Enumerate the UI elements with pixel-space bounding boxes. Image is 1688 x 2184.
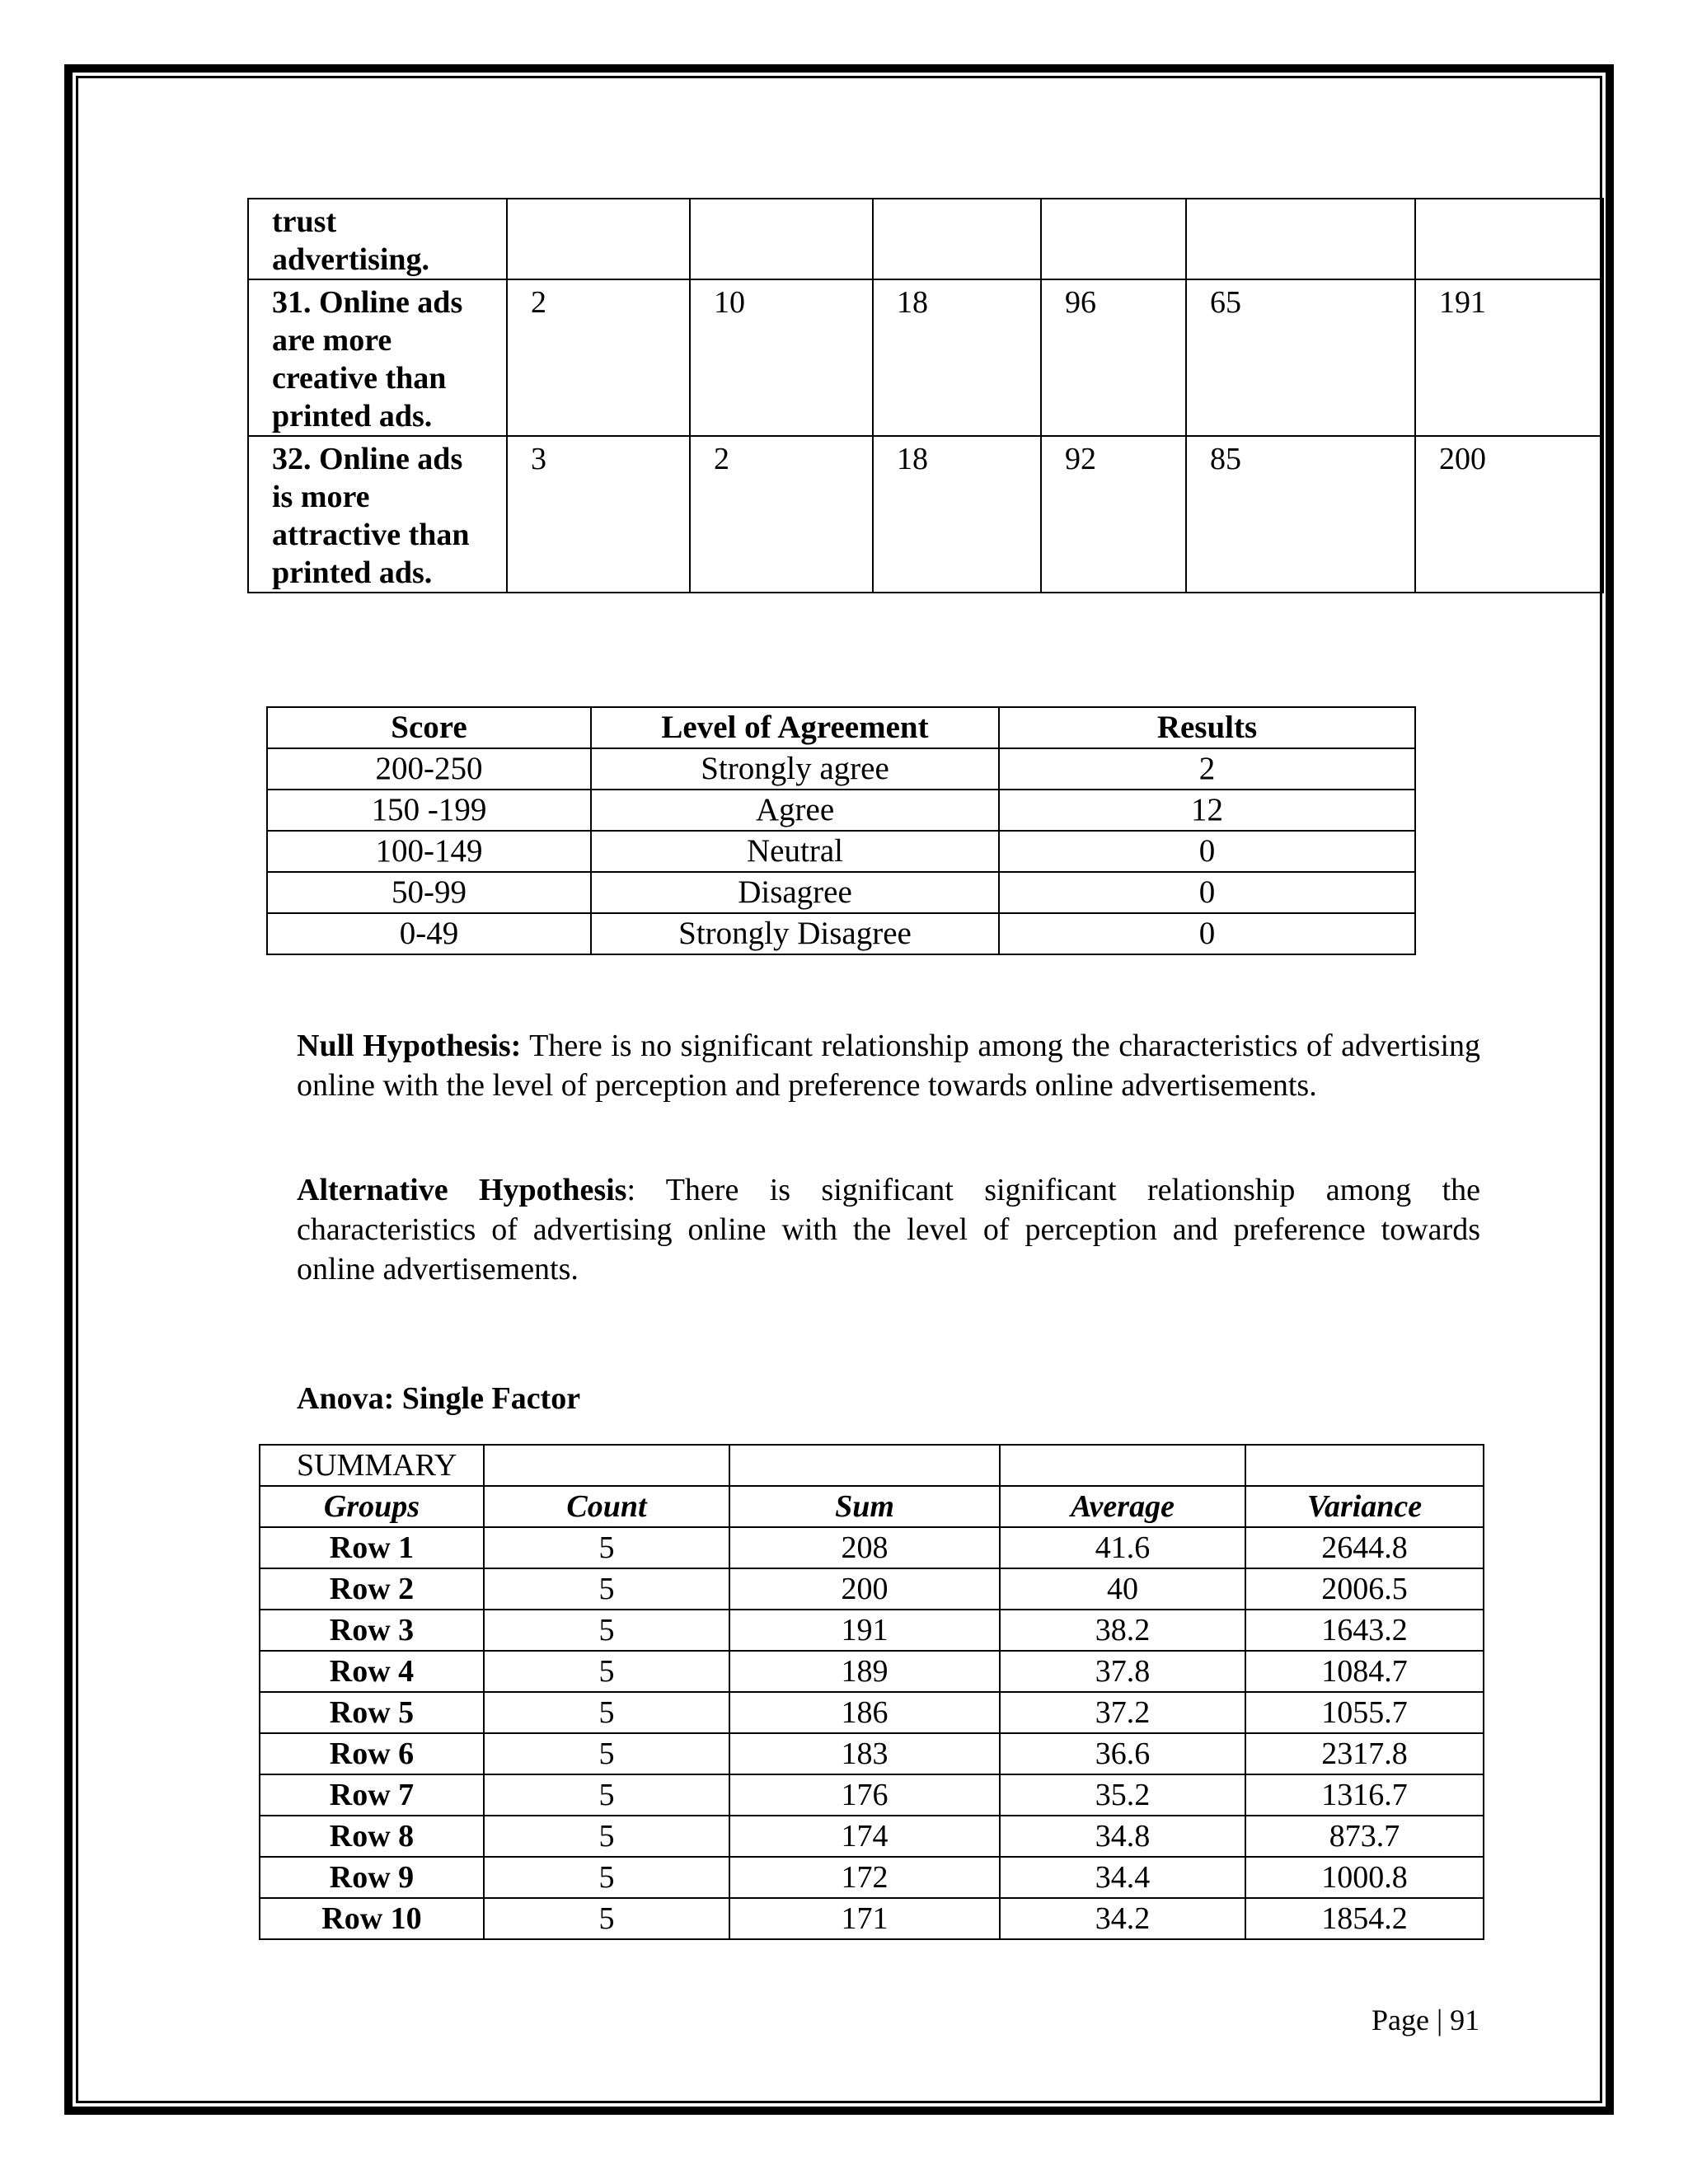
sum-cell: 191 bbox=[729, 1610, 1000, 1651]
count-cell: 5 bbox=[484, 1651, 729, 1692]
variance-cell: 1316.7 bbox=[1245, 1774, 1484, 1816]
average-cell: 34.4 bbox=[1000, 1857, 1245, 1898]
response-count-cell bbox=[1041, 199, 1186, 279]
response-count-cell: 85 bbox=[1186, 436, 1415, 593]
score-table-body bbox=[267, 748, 1415, 954]
response-count-cell: 96 bbox=[1041, 279, 1186, 436]
empty-cell bbox=[1000, 1445, 1245, 1486]
sum-cell: 174 bbox=[729, 1816, 1000, 1857]
response-count-cell: 18 bbox=[873, 279, 1041, 436]
score-cell: 200-250 bbox=[267, 748, 591, 790]
variance-cell: 2644.8 bbox=[1245, 1527, 1484, 1568]
anova-row bbox=[260, 1774, 1484, 1816]
count-cell: 5 bbox=[484, 1774, 729, 1816]
alternative-hypothesis bbox=[297, 1170, 1480, 1289]
score-cell: 0-49 bbox=[267, 913, 591, 954]
null-hypothesis bbox=[297, 1026, 1480, 1105]
count-cell: 5 bbox=[484, 1733, 729, 1774]
likert-table-body bbox=[248, 199, 1603, 593]
count-cell: 5 bbox=[484, 1527, 729, 1568]
null-hypothesis-text: There is no significant relationship among the characteristics of advertising online with the level of perception and preference towards online advertisements. bbox=[297, 1029, 1481, 1103]
score-cell: 50-99 bbox=[267, 872, 591, 913]
result-cell: 12 bbox=[999, 790, 1415, 831]
groups-header: Groups bbox=[260, 1486, 484, 1527]
group-cell: Row 5 bbox=[260, 1692, 484, 1733]
score-row bbox=[267, 872, 1415, 913]
group-cell: Row 9 bbox=[260, 1857, 484, 1898]
anova-row bbox=[260, 1733, 1484, 1774]
average-header: Average bbox=[1000, 1486, 1245, 1527]
group-cell: Row 10 bbox=[260, 1898, 484, 1939]
response-count-cell: 92 bbox=[1041, 436, 1186, 593]
score-cell: 150 -199 bbox=[267, 790, 591, 831]
variance-cell: 1055.7 bbox=[1245, 1692, 1484, 1733]
anova-row bbox=[260, 1568, 1484, 1610]
result-cell: 0 bbox=[999, 913, 1415, 954]
response-count-cell bbox=[1415, 199, 1603, 279]
sum-cell: 189 bbox=[729, 1651, 1000, 1692]
response-count-cell bbox=[690, 199, 873, 279]
average-cell: 40 bbox=[1000, 1568, 1245, 1610]
sum-cell: 171 bbox=[729, 1898, 1000, 1939]
result-cell: 0 bbox=[999, 831, 1415, 872]
anova-table-body bbox=[260, 1445, 1484, 1939]
likert-response-table bbox=[247, 198, 1604, 593]
anova-row bbox=[260, 1857, 1484, 1898]
anova-row bbox=[260, 1816, 1484, 1857]
level-cell: Strongly Disagree bbox=[591, 913, 999, 954]
variance-cell: 2006.5 bbox=[1245, 1568, 1484, 1610]
response-count-cell: 2 bbox=[507, 279, 690, 436]
average-cell: 34.2 bbox=[1000, 1898, 1245, 1939]
sum-cell: 208 bbox=[729, 1527, 1000, 1568]
alternative-hypothesis-text: : There is significant significant relationship among the characteristics of advertising online with the level of perception and preference towards online advertisements. bbox=[297, 1173, 1480, 1286]
empty-cell bbox=[1245, 1445, 1484, 1486]
average-cell: 34.8 bbox=[1000, 1816, 1245, 1857]
group-cell: Row 2 bbox=[260, 1568, 484, 1610]
count-cell: 5 bbox=[484, 1857, 729, 1898]
response-count-cell bbox=[507, 199, 690, 279]
anova-summary-table bbox=[259, 1444, 1484, 1940]
sum-cell: 176 bbox=[729, 1774, 1000, 1816]
results-header: Results bbox=[999, 707, 1415, 748]
response-count-cell bbox=[873, 199, 1041, 279]
sum-header: Sum bbox=[729, 1486, 1000, 1527]
level-cell: Disagree bbox=[591, 872, 999, 913]
page-number: Page | 91 bbox=[1372, 2004, 1480, 2036]
response-count-cell: 2 bbox=[690, 436, 873, 593]
anova-row bbox=[260, 1610, 1484, 1651]
average-cell: 41.6 bbox=[1000, 1527, 1245, 1568]
anova-row bbox=[260, 1527, 1484, 1568]
sum-cell: 186 bbox=[729, 1692, 1000, 1733]
group-cell: Row 8 bbox=[260, 1816, 484, 1857]
sum-cell: 183 bbox=[729, 1733, 1000, 1774]
summary-label: SUMMARY bbox=[260, 1445, 484, 1486]
variance-cell: 1084.7 bbox=[1245, 1651, 1484, 1692]
response-count-cell: 200 bbox=[1415, 436, 1603, 593]
response-count-cell bbox=[1186, 199, 1415, 279]
response-count-cell: 10 bbox=[690, 279, 873, 436]
alternative-hypothesis-label: Alternative Hypothesis bbox=[297, 1173, 627, 1207]
average-cell: 38.2 bbox=[1000, 1610, 1245, 1651]
response-count-cell: 18 bbox=[873, 436, 1041, 593]
level-header: Level of Agreement bbox=[591, 707, 999, 748]
anova-row bbox=[260, 1692, 1484, 1733]
anova-row bbox=[260, 1651, 1484, 1692]
variance-cell: 1000.8 bbox=[1245, 1857, 1484, 1898]
group-cell: Row 4 bbox=[260, 1651, 484, 1692]
average-cell: 36.6 bbox=[1000, 1733, 1245, 1774]
anova-heading: Anova: Single Factor bbox=[297, 1381, 581, 1416]
result-cell: 0 bbox=[999, 872, 1415, 913]
score-row bbox=[267, 831, 1415, 872]
variance-header: Variance bbox=[1245, 1486, 1484, 1527]
variance-cell: 2317.8 bbox=[1245, 1733, 1484, 1774]
score-header: Score bbox=[267, 707, 591, 748]
level-cell: Neutral bbox=[591, 831, 999, 872]
score-row bbox=[267, 913, 1415, 954]
group-cell: Row 3 bbox=[260, 1610, 484, 1651]
sum-cell: 200 bbox=[729, 1568, 1000, 1610]
question-cell: 32. Online ads is more attractive than printed ads. bbox=[248, 436, 507, 593]
likert-row bbox=[248, 199, 1603, 279]
question-cell: 31. Online ads are more creative than printed ads. bbox=[248, 279, 507, 436]
likert-row bbox=[248, 279, 1603, 436]
count-cell: 5 bbox=[484, 1610, 729, 1651]
response-count-cell: 3 bbox=[507, 436, 690, 593]
variance-cell: 1854.2 bbox=[1245, 1898, 1484, 1939]
null-hypothesis-label: Null Hypothesis: bbox=[297, 1029, 522, 1063]
group-cell: Row 7 bbox=[260, 1774, 484, 1816]
average-cell: 37.2 bbox=[1000, 1692, 1245, 1733]
level-cell: Strongly agree bbox=[591, 748, 999, 790]
count-cell: 5 bbox=[484, 1568, 729, 1610]
response-count-cell: 191 bbox=[1415, 279, 1603, 436]
average-cell: 37.8 bbox=[1000, 1651, 1245, 1692]
average-cell: 35.2 bbox=[1000, 1774, 1245, 1816]
anova-row bbox=[260, 1898, 1484, 1939]
group-cell: Row 1 bbox=[260, 1527, 484, 1568]
response-count-cell: 65 bbox=[1186, 279, 1415, 436]
empty-cell bbox=[484, 1445, 729, 1486]
count-cell: 5 bbox=[484, 1692, 729, 1733]
result-cell: 2 bbox=[999, 748, 1415, 790]
empty-cell bbox=[729, 1445, 1000, 1486]
count-header: Count bbox=[484, 1486, 729, 1527]
question-cell: trust advertising. bbox=[248, 199, 507, 279]
score-row bbox=[267, 748, 1415, 790]
anova-header-row bbox=[260, 1486, 1484, 1527]
score-table bbox=[266, 706, 1416, 955]
variance-cell: 1643.2 bbox=[1245, 1610, 1484, 1651]
score-table-header-row bbox=[267, 707, 1415, 748]
anova-summary-row bbox=[260, 1445, 1484, 1486]
sum-cell: 172 bbox=[729, 1857, 1000, 1898]
group-cell: Row 6 bbox=[260, 1733, 484, 1774]
likert-row bbox=[248, 436, 1603, 593]
score-cell: 100-149 bbox=[267, 831, 591, 872]
variance-cell: 873.7 bbox=[1245, 1816, 1484, 1857]
count-cell: 5 bbox=[484, 1898, 729, 1939]
score-row bbox=[267, 790, 1415, 831]
count-cell: 5 bbox=[484, 1816, 729, 1857]
level-cell: Agree bbox=[591, 790, 999, 831]
